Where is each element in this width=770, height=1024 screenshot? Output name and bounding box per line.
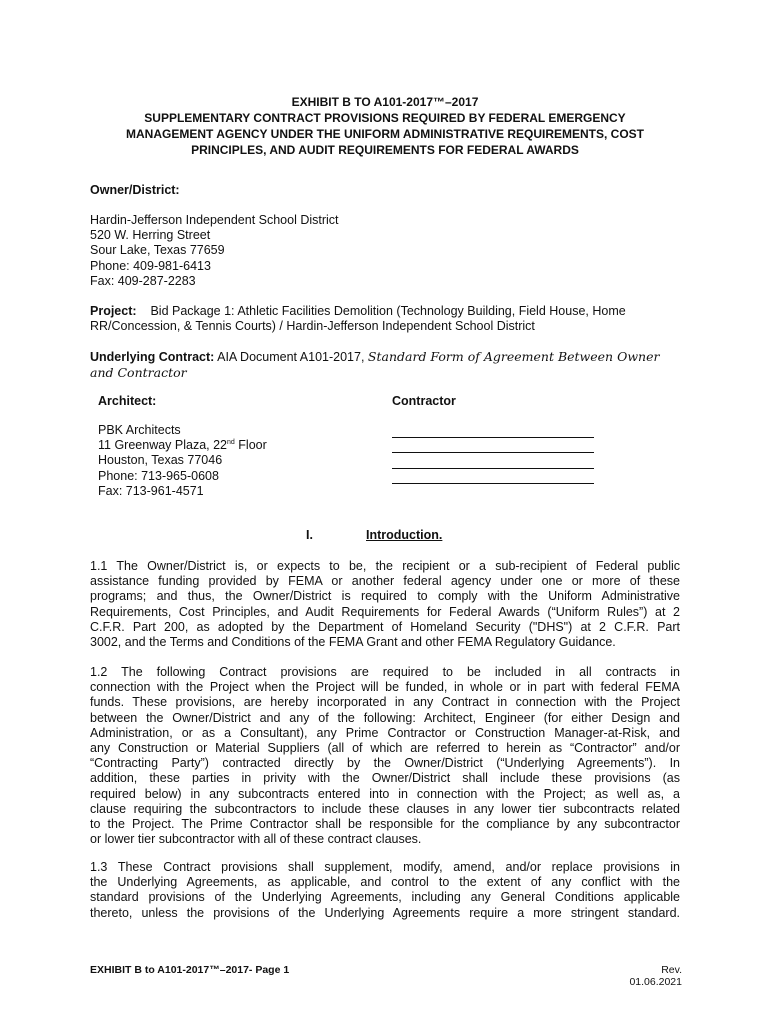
paragraph-line: 1.1 The Owner/District is, or expects to be, the recipient or a sub-recipient of Federal public <box>90 559 680 573</box>
footer-revision: Rev. 01.06.2021 <box>629 964 682 988</box>
owner-block <box>90 183 680 198</box>
architect-phone: Phone: 713-965-0608 <box>98 468 219 483</box>
underlying-label: Underlying Contract: <box>90 350 215 364</box>
owner-city: Sour Lake, Texas 77659 <box>90 243 225 258</box>
architect-street-pre: 11 Greenway Plaza, 22 <box>98 438 228 453</box>
architect-city: Houston, Texas 77046 <box>98 453 223 468</box>
underlying-title-2: and Contractor <box>90 365 187 381</box>
title-line-1: EXHIBIT B TO A101-2017™–2017 <box>291 95 479 109</box>
paragraph-line: C.F.R. Part 200, as adopted by the Department of Homeland Security ("DHS") at 2 C.F.R. Part <box>90 619 680 634</box>
paragraph-line: 1.2 The following Contract provisions are required to be included in all contracts in <box>90 665 680 679</box>
contractor-blank-line[interactable] <box>392 423 594 438</box>
architect-name: PBK Architects <box>98 423 181 437</box>
paragraph-line: programs; and thus, the Owner/District is required to comply with the Uniform Administrative <box>90 589 680 604</box>
paragraph-line: thereto, unless the provisions of the Underlying Agreements require a more stringent standard. <box>90 905 680 920</box>
underlying-doc: AIA Document A101-2017, <box>217 350 365 364</box>
paragraph-line: funds. These provisions, are hereby incorporated in any Contract in connection with the Project <box>90 695 680 710</box>
owner-street: 520 W. Herring Street <box>90 228 211 243</box>
paragraph-line: connection with the Project when the Project will be funded, in whole or in part with federal FEMA <box>90 680 680 695</box>
contractor-label: Contractor <box>392 394 456 408</box>
title-line-4: PRINCIPLES, AND AUDIT REQUIREMENTS FOR FEDERAL AWARDS <box>191 143 579 157</box>
architect-street-sup: nd <box>227 439 235 447</box>
paragraph-line: 3002, and the Terms and Conditions of the FEMA Grant and other FEMA Regulatory Guidance. <box>90 635 616 650</box>
contractor-blanks <box>392 423 594 484</box>
paragraph-line: assistance funding provided by FEMA or another federal agency under one or more of these <box>90 574 680 589</box>
underlying-title-1: Standard Form of Agreement Between Owner <box>367 349 660 364</box>
underlying-contract-block <box>90 349 680 380</box>
title-line-2: SUPPLEMENTARY CONTRACT PROVISIONS REQUIRED BY FEDERAL EMERGENCY <box>144 111 626 125</box>
paragraph-1-3 <box>90 860 680 921</box>
section-title: Introduction. <box>366 528 443 542</box>
footer-page-label: EXHIBIT B to A101-2017™–2017- Page 1 <box>90 964 290 976</box>
paragraph-line: 1.3 These Contract provisions shall supplement, modify, amend, and/or replace provisions in <box>90 860 680 874</box>
owner-name: Hardin-Jefferson Independent School District <box>90 213 339 227</box>
owner-fax: Fax: 409-287-2283 <box>90 273 196 288</box>
paragraph-line: Requirements, Cost Principles, and Audit Requirements for Federal Awards (“Uniform Rules”) at 2 <box>90 604 680 619</box>
contractor-blank-line[interactable] <box>392 469 594 484</box>
owner-phone: Phone: 409-981-6413 <box>90 258 211 273</box>
paragraph-line: addition, these parties in privity with the Owner/District shall include these provisions (as <box>90 771 680 786</box>
paragraph-line: required below) in any subcontracts entered into in connection with the Project; as well as, a <box>90 786 680 801</box>
owner-label: Owner/District: <box>90 183 180 197</box>
contractor-blank-line[interactable] <box>392 453 594 468</box>
architect-street-post: Floor <box>238 438 267 453</box>
architect-fax: Fax: 713-961-4571 <box>98 483 204 498</box>
owner-address <box>90 213 680 289</box>
paragraph-line: or lower tier subcontractor with all of these contract clauses. <box>90 832 422 847</box>
paragraph-line: the Underlying Agreements, as applicable, and control to the extent of any conflict with the <box>90 875 680 890</box>
paragraph-line: “Contracting Party”) contracted directly by the Owner/District (“Underlying Agreements”). In <box>90 756 680 771</box>
paragraph-line: between the Owner/District and any of the following: Architect, Engineer (for either Design and <box>90 710 680 725</box>
paragraph-line: any Construction or Material Suppliers (all of which are referred to herein as “Contractor” and/or <box>90 741 680 756</box>
paragraph-line: standard provisions of the Underlying Agreements, including any General Conditions applicable <box>90 890 680 905</box>
paragraph-line: Administration, or as a Consultant), any Prime Contractor or Construction Manager-at-Risk, and <box>90 725 680 740</box>
architect-address <box>98 423 267 499</box>
document-title <box>90 94 680 158</box>
project-label: Project: <box>90 304 137 318</box>
project-block <box>90 304 680 334</box>
title-line-3: MANAGEMENT AGENCY UNDER THE UNIFORM ADMINISTRATIVE REQUIREMENTS, COST <box>125 127 644 141</box>
section-number: I. <box>306 528 313 542</box>
contractor-blank-line[interactable] <box>392 438 594 453</box>
paragraph-line: clause requiring the subcontractors to include these clauses in any lower tier subcontracts related <box>90 801 680 816</box>
paragraph-line: to the Project. The Prime Contractor shall be responsible for the compliance by any subcontractor <box>90 817 680 832</box>
paragraph-1-2 <box>90 665 680 847</box>
project-line-2: RR/Concession, & Tennis Courts) / Hardin-Jefferson Independent School District <box>90 319 535 334</box>
architect-label: Architect: <box>98 394 157 408</box>
project-line-1: Bid Package 1: Athletic Facilities Demolition (Technology Building, Field House, Home <box>150 304 626 318</box>
paragraph-1-1 <box>90 559 680 650</box>
